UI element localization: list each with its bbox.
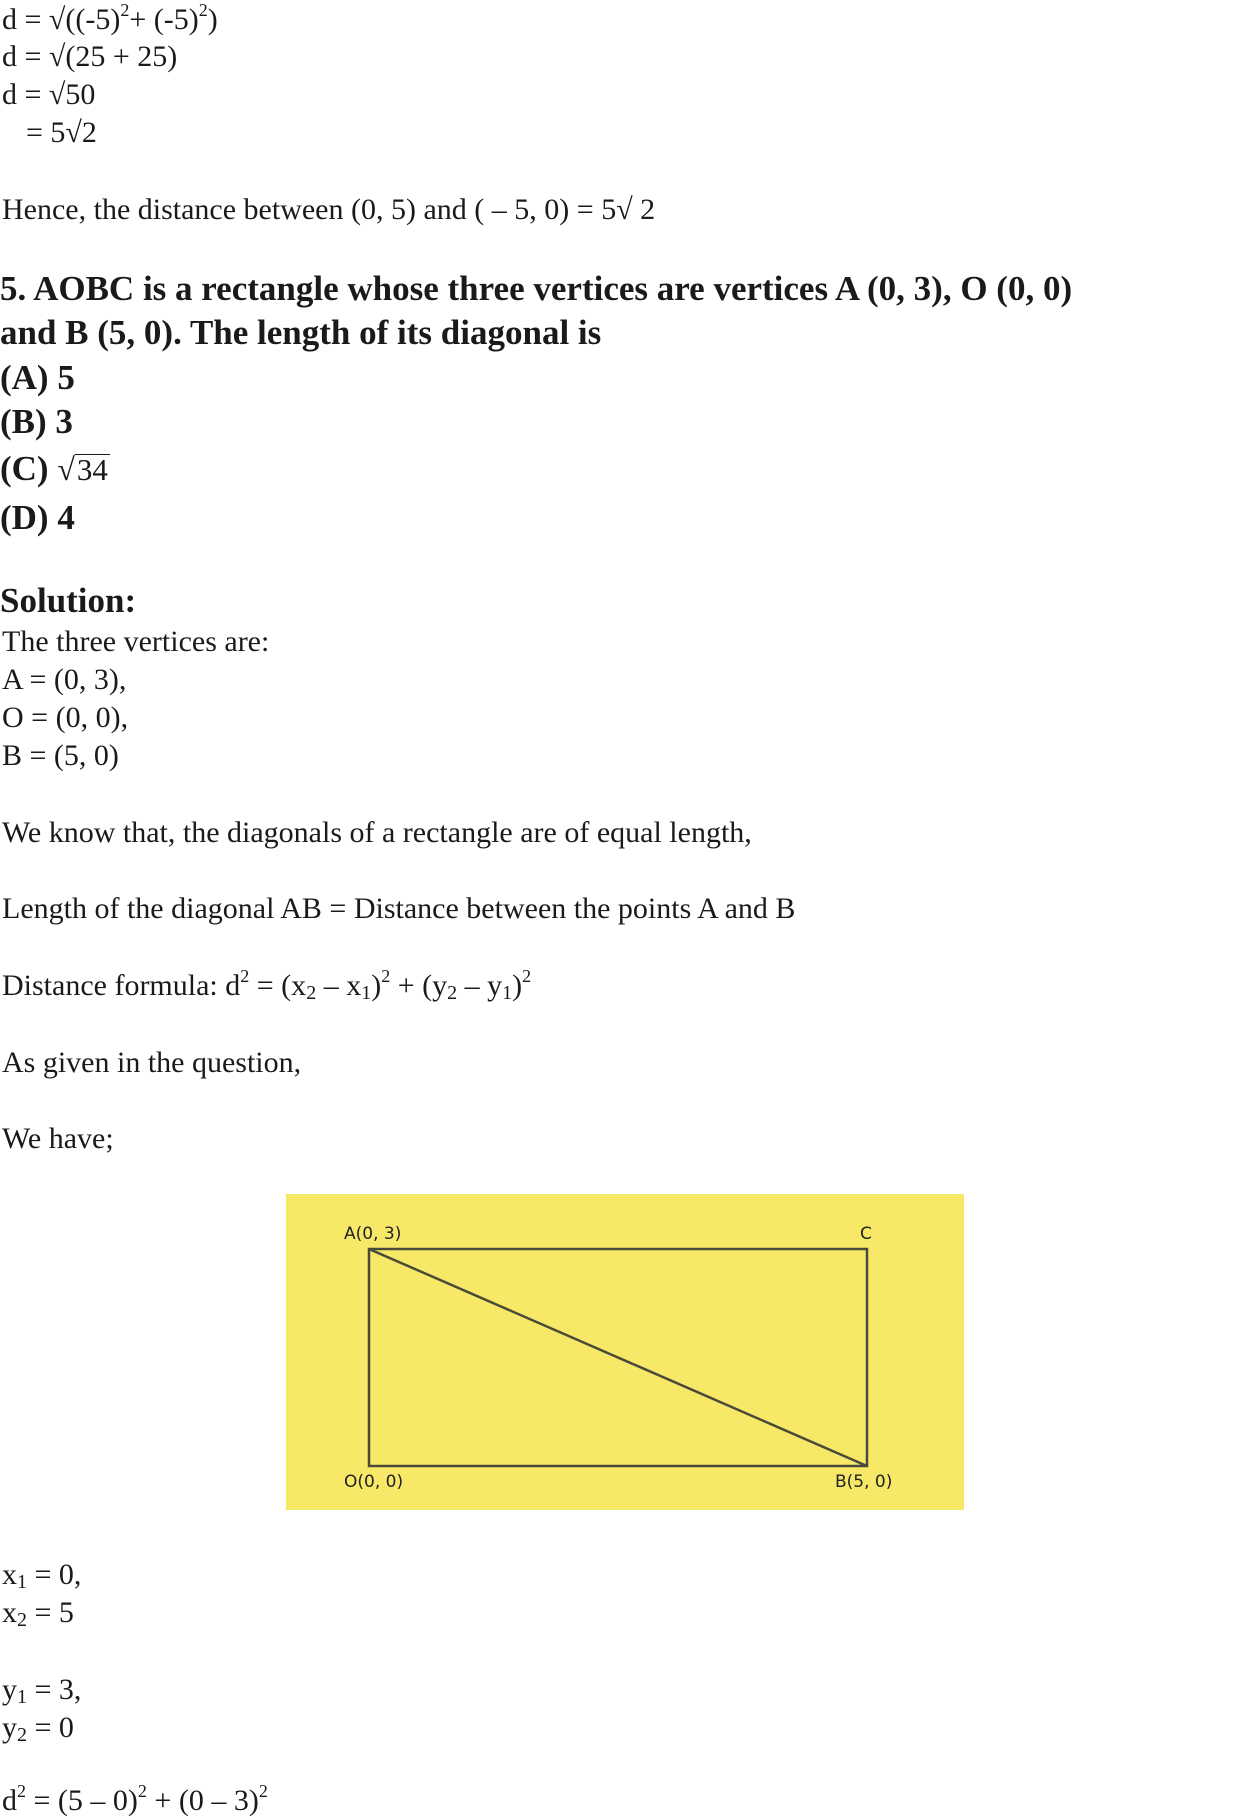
vertex-a: A = (0, 3), <box>2 663 127 696</box>
option-a: (A) 5 <box>0 358 75 397</box>
equation-line: $d = √((-5)^2+ (-5)^2)$ <box>2 0 218 36</box>
solution-text: We know that, the diagonals of a rectangle are of equal length, <box>2 816 752 849</box>
question-text: 5. AOBC is a rectangle whose three vertices are vertices A (0, 3), O (0, 0) <box>0 269 1073 308</box>
vertex-o: O = (0, 0), <box>2 701 129 734</box>
equation-line: = 5√2 <box>26 116 97 149</box>
solution-text: Length of the diagonal AB = Distance between the points A and B <box>2 892 796 925</box>
diagonal-ab <box>369 1249 867 1466</box>
value-x1: $x_1 = 0$, <box>2 1558 82 1593</box>
option-b: (B) 3 <box>0 402 73 441</box>
option-d: (D) 4 <box>0 498 75 537</box>
solution-heading: Solution: <box>0 581 137 620</box>
rectangle-figure <box>286 1194 964 1510</box>
value-y1: $y_1 = 3$, <box>2 1673 82 1708</box>
label-b: B(5, 0) <box>835 1472 893 1492</box>
value-y2: $y_2 = 0$ <box>2 1711 74 1746</box>
label-c: C <box>860 1224 872 1244</box>
conclusion-text: Hence, the distance between (0, 5) and ( – 5, 0) = 5√ 2 <box>2 193 656 226</box>
solution-text: We have; <box>2 1122 114 1155</box>
equation-line: d = √50 <box>2 78 96 111</box>
solution-text: As given in the question, <box>2 1046 302 1079</box>
solution-text: The three vertices are: <box>2 625 270 658</box>
value-x2: $x_2 = 5$ <box>2 1596 74 1631</box>
equation-line: d = √(25 + 25) <box>2 40 178 73</box>
radicand: 34 <box>76 452 108 487</box>
option-c: (C) √34 <box>0 449 108 488</box>
question-text: and B (5, 0). The length of its diagonal is <box>0 313 602 352</box>
label-a: A(0, 3) <box>344 1224 402 1244</box>
distance-formula: Distance formula: $d^2 = (x_2 - x_1)^2 + (y_2 - y_1)^2$ <box>2 966 532 1004</box>
final-equation: $d^2 = (5 - 0)^2 + (0 - 3)^2$ <box>2 1781 268 1817</box>
vertex-b: B = (5, 0) <box>2 739 119 772</box>
label-o: O(0, 0) <box>344 1472 404 1492</box>
